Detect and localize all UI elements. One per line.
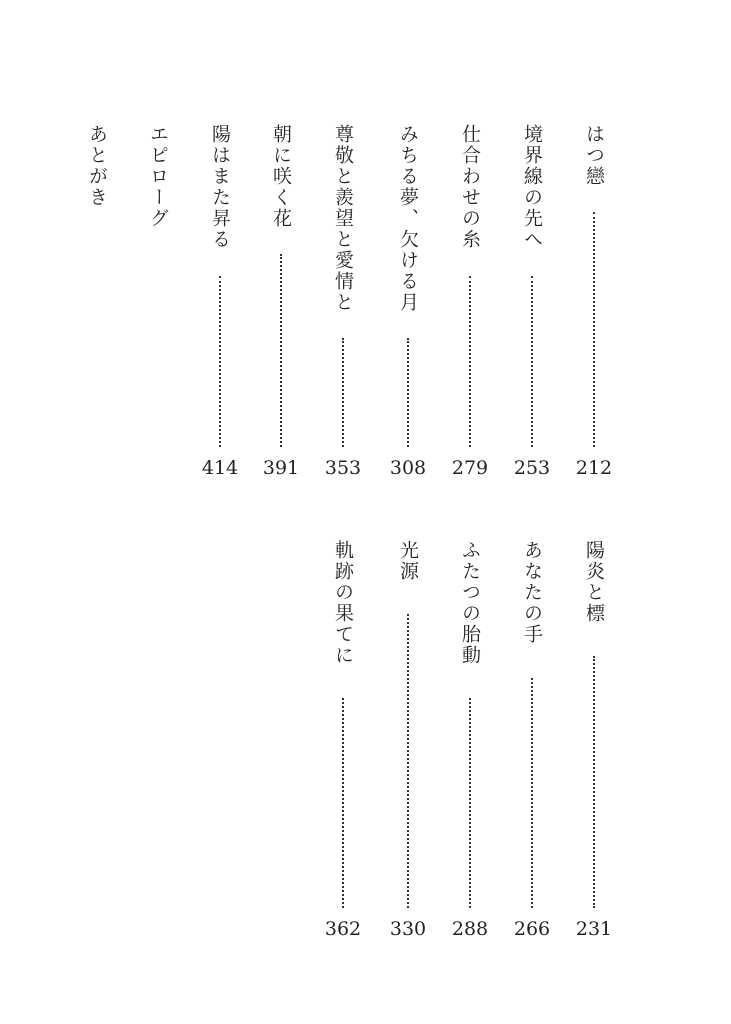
toc-entry-page: 308 (389, 457, 427, 479)
toc-entry[interactable] (326, 540, 360, 940)
toc-entry[interactable] (391, 124, 425, 479)
toc-entry-title: エピローグ (147, 124, 169, 229)
toc-leader-dots (531, 678, 533, 908)
toc-entry[interactable] (453, 540, 487, 940)
toc-entry-page: 353 (324, 457, 362, 479)
toc-entry-title: 境界線の先へ (521, 124, 543, 250)
toc-leader-dots (531, 276, 533, 447)
toc-leader-dots (280, 254, 282, 447)
toc-leader-dots (593, 212, 595, 447)
toc-leader-dots (342, 698, 344, 908)
toc-entry[interactable] (515, 540, 549, 940)
toc-entry-page: 362 (324, 918, 362, 940)
toc-entry-page: 414 (201, 457, 239, 479)
toc-entry-title: はつ戀 (583, 124, 605, 187)
toc-entry-title: 仕合わせの糸 (459, 124, 481, 250)
toc-entry[interactable] (453, 124, 487, 479)
toc-entry[interactable] (577, 124, 611, 479)
toc-entry-title: 朝に咲く花 (270, 124, 292, 229)
toc-leader-dots (342, 338, 344, 447)
toc-entry-page: 288 (451, 918, 489, 940)
toc-entry[interactable] (391, 540, 425, 940)
toc-block-top (0, 124, 731, 479)
toc-leader-dots (407, 338, 409, 447)
toc-entry[interactable] (577, 540, 611, 940)
toc-entry[interactable] (515, 124, 549, 479)
toc-entry-title: 尊敬と羨望と愛情と (332, 124, 354, 313)
toc-block-bottom (0, 540, 731, 940)
toc-entry-title: ふたつの胎動 (459, 540, 481, 666)
toc-entry[interactable] (141, 124, 175, 479)
toc-entry-page: 330 (389, 918, 427, 940)
toc-entry-page: 391 (262, 457, 300, 479)
toc-entry-title: 軌跡の果てに (332, 540, 354, 666)
toc-entry[interactable] (326, 124, 360, 479)
toc-entry[interactable] (264, 124, 298, 479)
toc-entry-title: 光源 (397, 540, 419, 582)
toc-entry-title: あとがき (86, 124, 108, 208)
toc-entry-page: 266 (513, 918, 551, 940)
toc-entry[interactable] (203, 124, 237, 479)
toc-entry-title: 陽はまた昇る (209, 124, 231, 250)
toc-entry[interactable] (80, 124, 114, 479)
toc-leader-dots (219, 276, 221, 447)
toc-entry-page: 212 (575, 457, 613, 479)
toc-entry-page: 253 (513, 457, 551, 479)
toc-entry-title: みちる夢、欠ける月 (397, 124, 419, 313)
toc-leader-dots (469, 276, 471, 447)
toc-leader-dots (593, 656, 595, 908)
toc-leader-dots (469, 698, 471, 908)
toc-entry-page: 231 (575, 918, 613, 940)
toc-entry-page: 279 (451, 457, 489, 479)
toc-entry-title: 陽炎と標 (583, 540, 605, 624)
toc-leader-dots (407, 614, 409, 908)
toc-entry-title: あなたの手 (521, 540, 543, 645)
